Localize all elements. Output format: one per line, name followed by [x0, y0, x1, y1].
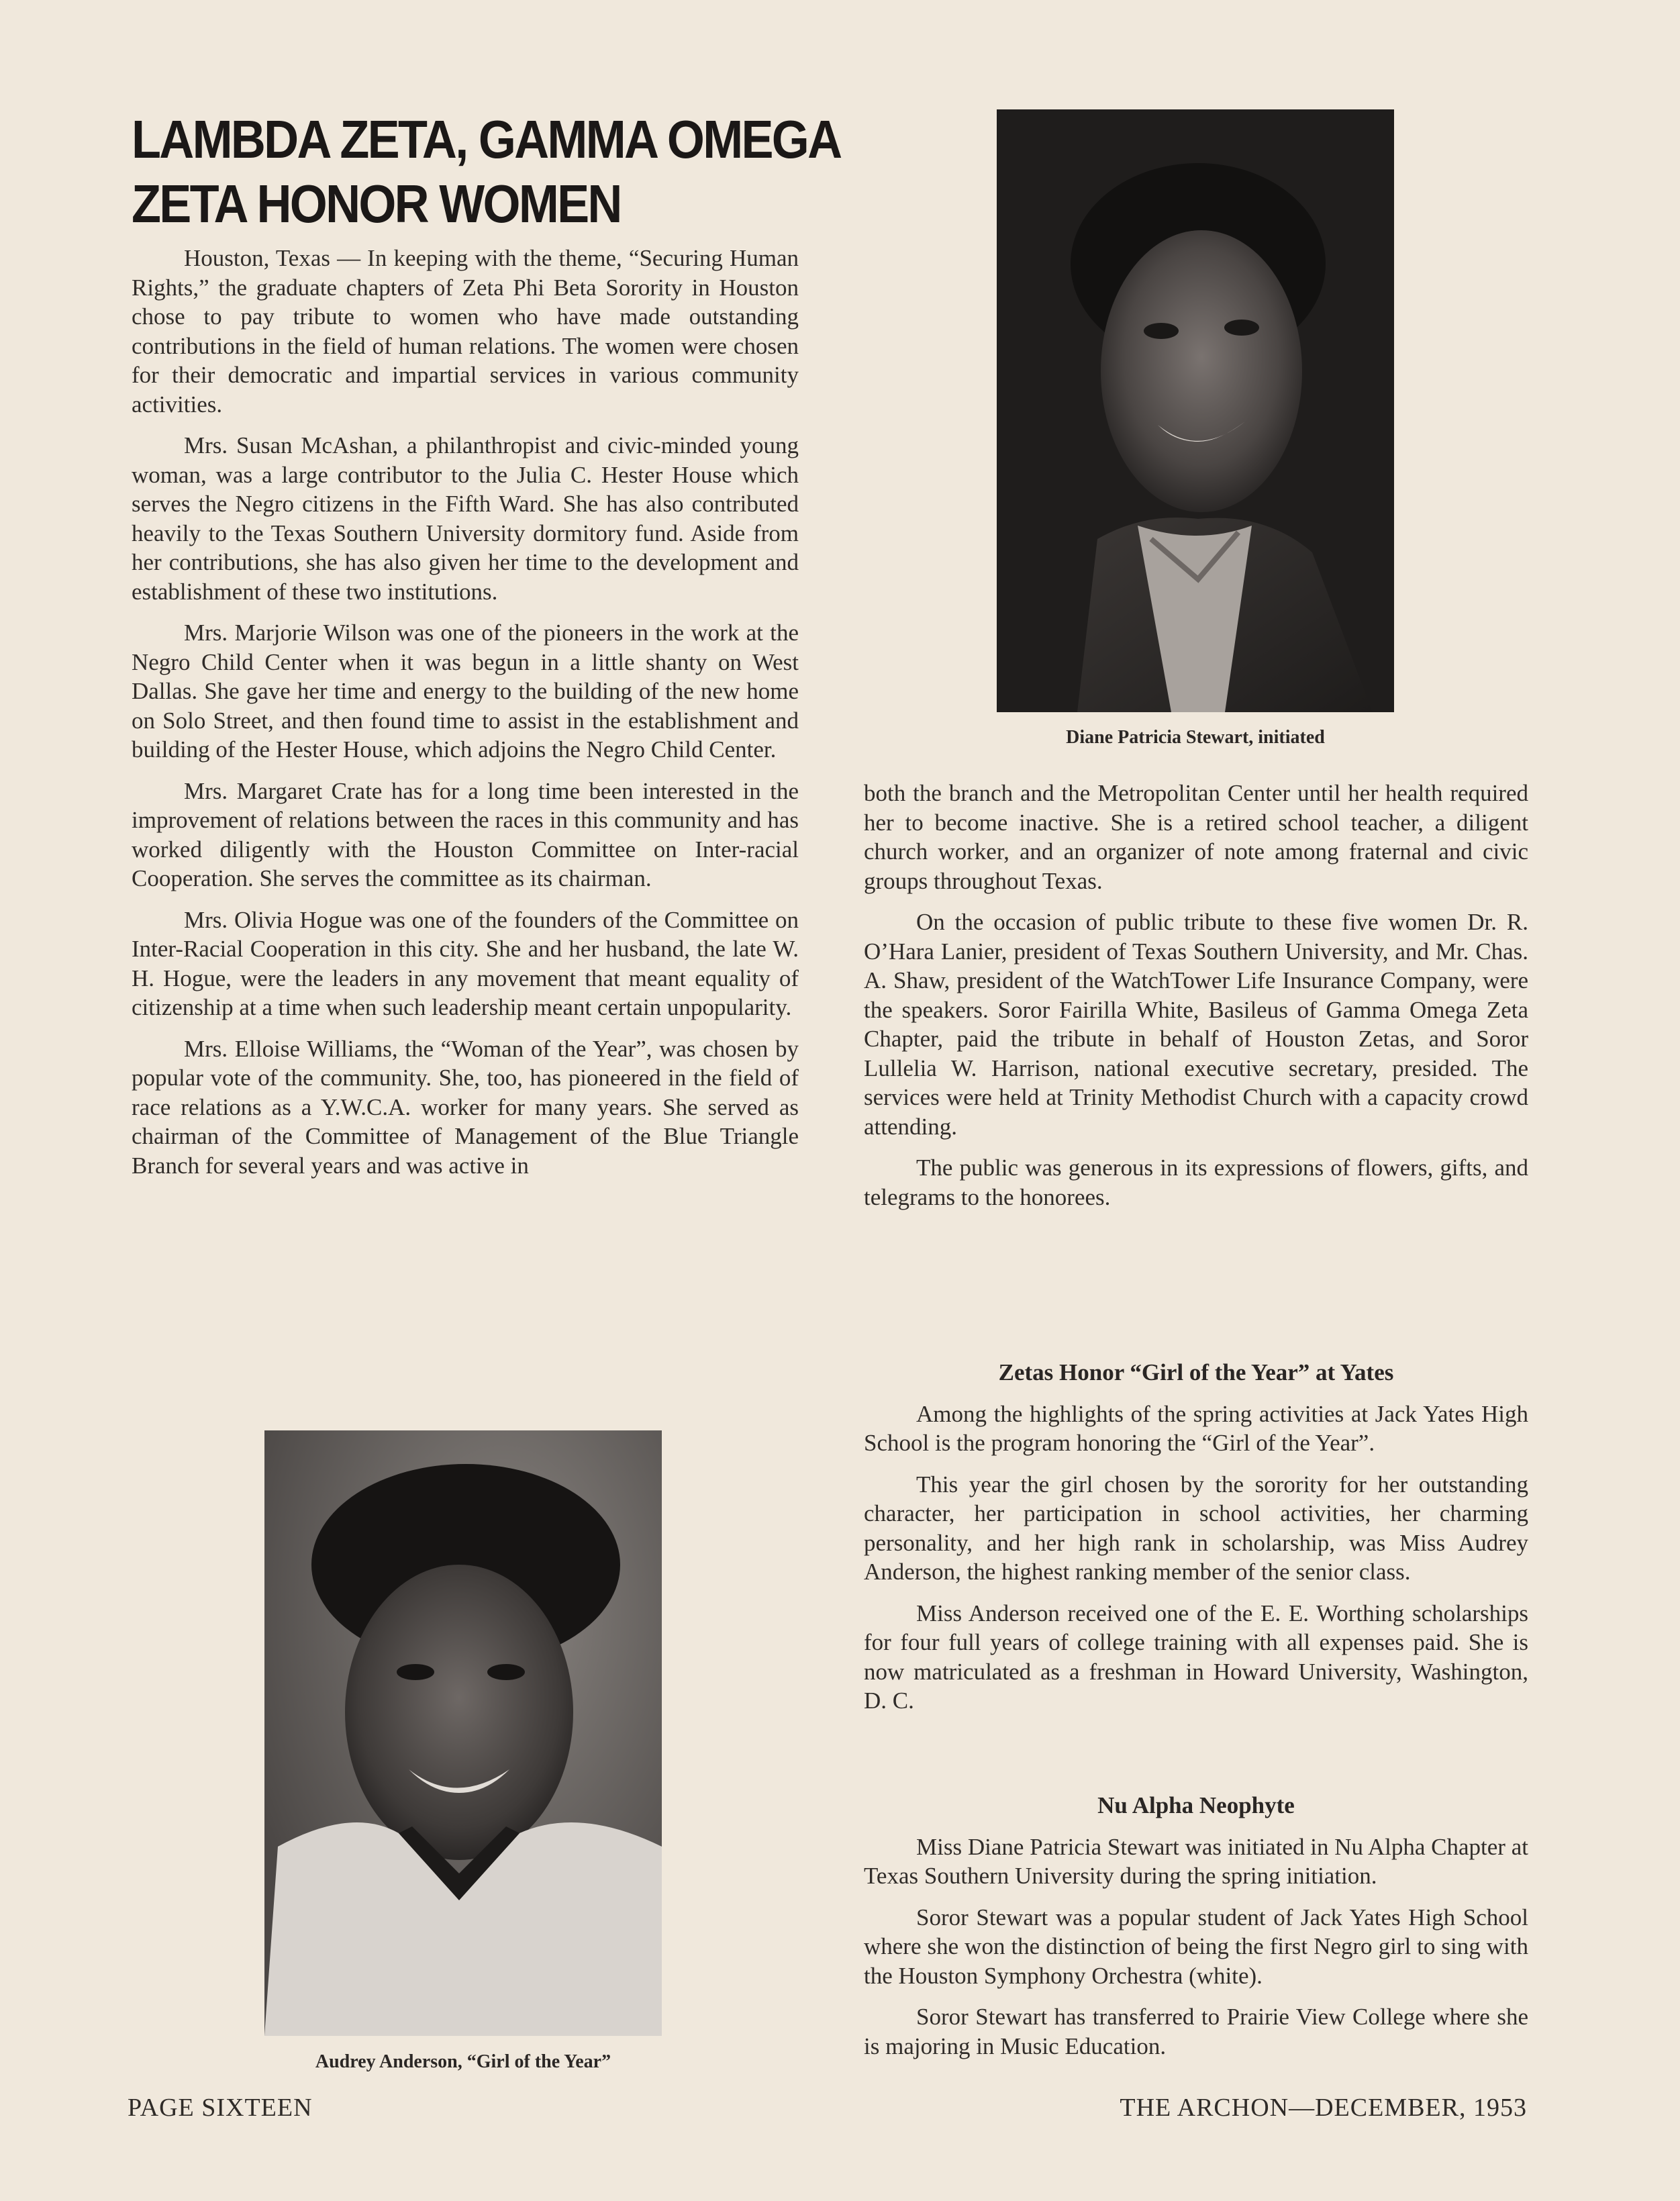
paragraph: Miss Diane Patricia Stewart was initiated in Nu Alpha Chapter at Texas Southern University during the spring initiation. — [864, 1833, 1528, 1889]
headline-line-1: LAMBDA ZETA, GAMMA OMEGA — [132, 109, 841, 169]
section-nu-alpha-neophyte — [864, 1791, 1528, 2073]
paragraph: Mrs. Olivia Hogue was one of the founders of the Committee on Inter-Racial Cooperation in this city. She and her husband, the late W. H. Hogue, were the leaders in any movement that meant equality of citizenship at a time when such leadership meant certain unpopularity. — [132, 906, 799, 1020]
right-column-continuation — [864, 779, 1528, 1224]
paragraph: Mrs. Elloise Williams, the “Woman of the Year”, was chosen by popular vote of the community. She, too, has pioneered in the field of race relations as a Y.W.C.A. worker for many years. She served as chairman of the Committee of Management of the Blue Triangle Branch for several years and was active in — [132, 1035, 799, 1179]
paragraph: The public was generous in its expressions of flowers, gifts, and telegrams to the honorees. — [864, 1155, 1528, 1210]
portrait-photo-audrey-anderson — [264, 1430, 662, 2036]
paragraph: Miss Anderson received one of the E. E. Worthing scholarships for four full years of college training with all expenses paid. She is now matriculated as a freshman in Howard University, Washington, D. C. — [864, 1600, 1528, 1714]
article-headline — [132, 107, 841, 236]
headline-line-2: ZETA HONOR WOMEN — [132, 174, 621, 234]
paragraph: Houston, Texas — In keeping with the theme, “Securing Human Rights,” the graduate chapters of Zeta Phi Beta Sorority in Houston chose to pay tribute to women who have made outstanding contributions in the field of human relations. The women were chosen for their democratic and impartial services in various community activities. — [132, 245, 799, 418]
section-girl-of-the-year — [864, 1358, 1528, 1728]
section-heading: Zetas Honor “Girl of the Year” at Yates — [998, 1359, 1394, 1385]
left-column — [132, 244, 799, 1192]
paragraph: Soror Stewart was a popular student of Jack Yates High School where she won the distinction of being the first Negro girl to sing with the Houston Symphony Orchestra (white). — [864, 1904, 1528, 1989]
section-heading: Nu Alpha Neophyte — [1097, 1792, 1295, 1818]
paragraph: Soror Stewart has transferred to Prairie View College where she is majoring in Music Education. — [864, 2004, 1528, 2059]
paragraph: Among the highlights of the spring activities at Jack Yates High School is the program honoring the “Girl of the Year”. — [864, 1400, 1528, 1456]
photo-caption-audrey-anderson: Audrey Anderson, “Girl of the Year” — [315, 2051, 611, 2072]
photo-caption-diane-stewart: Diane Patricia Stewart, initiated — [1066, 727, 1325, 748]
paragraph: On the occasion of public tribute to these five women Dr. R. O’Hara Lanier, president of Texas Southern University, and Mr. Chas. A. Shaw, president of the WatchTower Life Insurance Company, were the speakers. Soror Fairilla White, Basileus of Gamma Omega Zeta Chapter, paid the tribute in behalf of Houston Zetas, and Soror Lullelia W. Harrison, national executive secretary, presided. The services were held at Trinity Methodist Church with a capacity crowd attending. — [864, 909, 1528, 1140]
paragraph: This year the girl chosen by the sorority for her outstanding character, her participation in school activities, her charming personality, and her high rank in scholarship, was Miss Audrey Anderson, the highest ranking member of the senior class. — [864, 1471, 1528, 1585]
portrait-photo-diane-stewart — [997, 109, 1394, 712]
paragraph: Mrs. Marjorie Wilson was one of the pioneers in the work at the Negro Child Center when it was begun in a little shanty on West Dallas. She gave her time and energy to the building of the new home on Solo Street, and then found time to assist in the establishment and building of the Hester House, which adjoins the Negro Child Center. — [132, 620, 799, 763]
paragraph: Mrs. Margaret Crate has for a long time been interested in the improvement of relations between the races in this community and has worked diligently with the Houston Committee on Inter-racial Cooperation. She serves the committee as its chairman. — [132, 777, 799, 891]
publication-footer: THE ARCHON—DECEMBER, 1953 — [1120, 2094, 1527, 2122]
paragraph: Mrs. Susan McAshan, a philanthropist and civic-minded young woman, was a large contributor to the Julia C. Hester House which serves the Negro citizens in the Fifth Ward. She has also contributed heavily to the Texas Southern University dormitory fund. Aside from her contributions, she has also given her time to the development and establishment of these two institutions. — [132, 432, 799, 605]
page-number: PAGE SIXTEEN — [128, 2094, 313, 2122]
paragraph: both the branch and the Metropolitan Center until her health required her to become inactive. She is a retired school teacher, a diligent church worker, and an organizer of note among fraternal and civic groups throughout Texas. — [864, 780, 1528, 894]
